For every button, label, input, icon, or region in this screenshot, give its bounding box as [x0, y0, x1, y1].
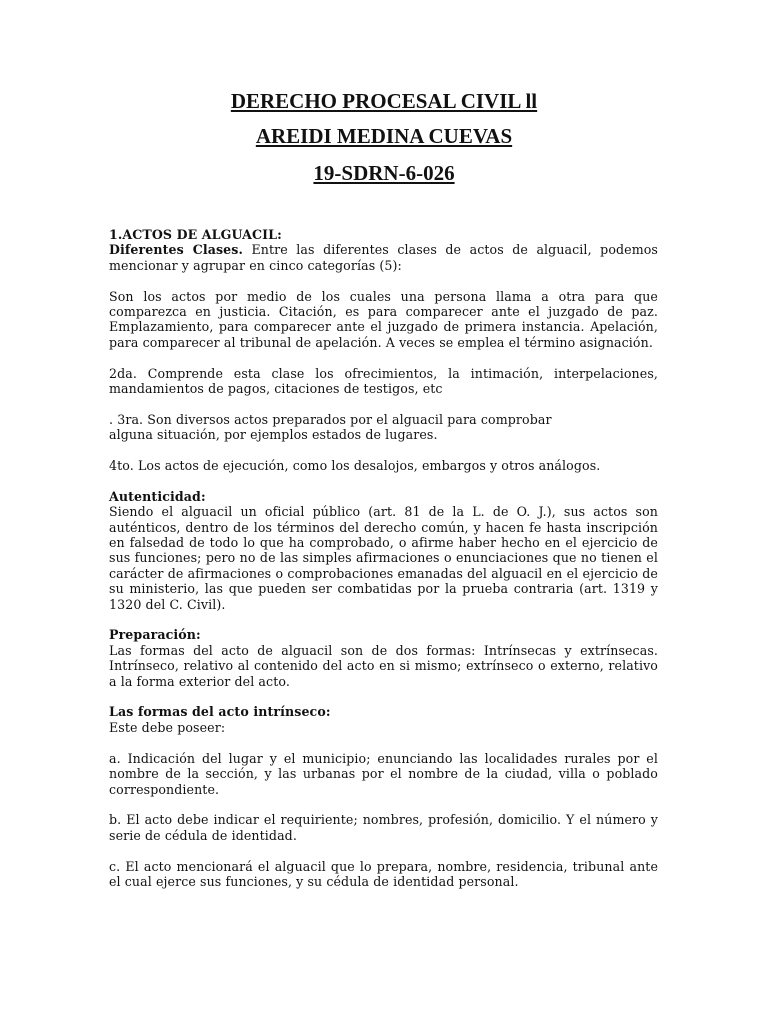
paragraph-3ra-line2: alguna situación, por ejemplos estados de lugares. [109, 427, 438, 443]
list-item-c: c. El acto mencionará el alguacil que lo prepara, nombre, residencia, tribunal ante el cual ejerce sus funciones, y su cédula de identidad personal. [109, 858, 658, 889]
paragraph-1ra: Son los actos por medio de los cuales una persona llama a otra para que comparezca en justicia. Citación, es para comparecer ante el juzgado de paz. Emplazamiento, para comparecer ante el juzgado de primera instancia. Apelación, para comparecer al tribunal de apelación. A veces se emplea el término asignación. [109, 288, 658, 350]
section-heading-actos: 1.ACTOS DE ALGUACIL: [109, 227, 282, 242]
paragraph-4to: 4to. Los actos de ejecución, como los desalojos, embargos y otros análogos. [109, 458, 601, 474]
clases-subheading: Diferentes Clases. [109, 242, 243, 258]
intrinseco-intro: Este debe poseer: [109, 719, 226, 735]
section-heading-preparacion: Preparación: [109, 627, 201, 643]
section-heading-intrinseco: Las formas del acto intrínseco: [109, 704, 331, 720]
autenticidad-text: Siendo el alguacil un oficial público (art. 81 de la L. de O. J.), sus actos son auténticos, dentro de los términos del derecho común, y hacen fe hasta inscripción en falsedad de todo lo que ha comprobado, o afirme haber hecho en el ejercicio de sus funciones; pero no de las simples afirmaciones o enunciaciones que no tienen el carácter de afirmaciones o comprobaciones emanadas del alguacil en el ejercicio de su ministerio, las que pueden ser combatidas por la prueba contraria (art. 1319 y 1320 del C. Civil). [109, 504, 658, 612]
list-item-b: b. El acto debe indicar el requiriente; nombres, profesión, domicilio. Y el número y serie de cédula de identidad. [109, 812, 658, 843]
document-title: DERECHO PROCESAL CIVIL ll [230, 89, 538, 113]
preparacion-text: Las formas del acto de alguacil son de dos formas: Intrínsecas y extrínsecas. Intrínseco, relativo al contenido del acto en si mismo; extrínseco o externo, relativo a la forma exterior del acto. [109, 642, 658, 689]
student-id: 19-SDRN-6-026 [313, 161, 455, 185]
section-heading-autenticidad: Autenticidad: [109, 488, 206, 504]
paragraph-3ra-line1: . 3ra. Son diversos actos preparados por el alguacil para comprobar [109, 411, 552, 427]
clases-intro [109, 242, 658, 273]
paragraph-2da: 2da. Comprende esta clase los ofrecimientos, la intimación, interpelaciones, mandamientos de pagos, citaciones de testigos, etc [109, 365, 658, 397]
document-body [109, 227, 658, 889]
list-item-a: a. Indicación del lugar y el municipio; enunciando las localidades rurales por el nombre de la sección, y las urbanas por el nombre de la ciudad, villa o poblado correspondiente. [109, 750, 658, 797]
clases-intro-text: Entre las diferentes clases de actos de alguacil, podemos mencionar y agrupar en cinco categorías (5): [109, 242, 658, 273]
author-name: AREIDI MEDINA CUEVAS [255, 124, 513, 148]
